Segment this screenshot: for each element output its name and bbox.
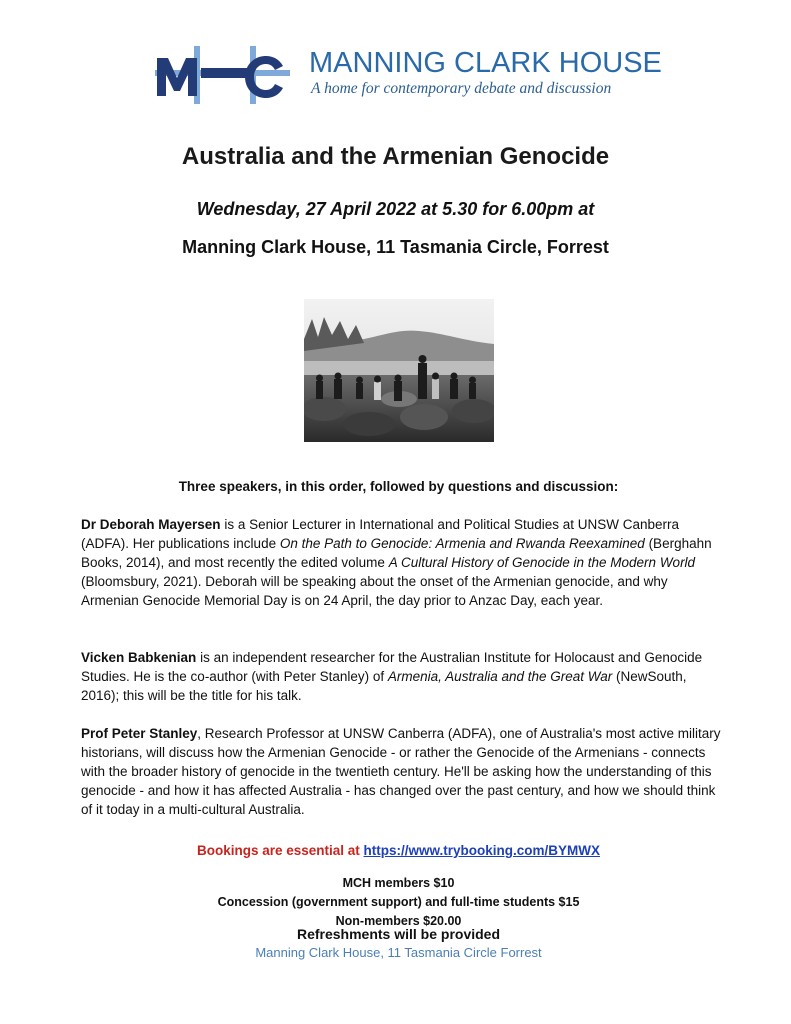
bookings-line bbox=[0, 843, 791, 858]
bio-text: (NewSouth, 2016); this will be the title for his talk. bbox=[81, 669, 687, 703]
speaker-name: Dr Deborah Mayersen bbox=[81, 517, 221, 532]
bio-text: is an independent researcher for the Australian Institute for Holocaust and Genocide Studies. He is the co-author (with Peter Stanley) of bbox=[81, 650, 703, 684]
organization-tagline: A home for contemporary debate and discussion bbox=[311, 80, 612, 97]
bio-text: , Research Professor at UNSW Canberra (ADFA), one of Australia's most active military historians, will discuss how the Armenian Genocide - or rather the Genocide of the Armenians - connects with the broader history of genocide in the twentieth century. He'll be asking how the understanding of this genocide - and how it has affected Australia - has changed over the past century, and how we should think of it today in a multi-cultural Australia. bbox=[81, 726, 721, 817]
bio-text: is a Senior Lecturer in International and Political Studies at UNSW Canberra (ADFA). Her publications include bbox=[81, 517, 680, 551]
event-title: Australia and the Armenian Genocide bbox=[181, 143, 610, 170]
price-concession: Concession (government support) and full-time students $15 bbox=[217, 895, 580, 909]
event-venue: Manning Clark House, 11 Tasmania Circle, Forrest bbox=[182, 237, 609, 257]
speaker-name: Vicken Babkenian bbox=[81, 650, 197, 665]
speaker-bio-mayersen bbox=[81, 515, 721, 610]
refreshments-note: Refreshments will be provided bbox=[296, 926, 501, 942]
bio-text: (Berghahn Books, 2014), and most recently the edited volume bbox=[81, 536, 712, 570]
bookings-label: Bookings are essential at bbox=[196, 843, 364, 858]
speakers-intro: Three speakers, in this order, followed by questions and discussion: bbox=[178, 479, 619, 494]
speaker-bio-stanley bbox=[81, 724, 721, 819]
historical-group-photo bbox=[304, 299, 494, 442]
book-title: On the Path to Genocide: Armenia and Rwanda Reexamined bbox=[279, 536, 645, 551]
footer-address: Manning Clark House, 11 Tasmania Circle Forrest bbox=[255, 945, 542, 960]
bio-text: (Bloomsbury, 2021). Deborah will be speaking about the onset of the Armenian genocide, and why Armenian Genocide Memorial Day is on 24 April, the day prior to Anzac Day, each year. bbox=[81, 574, 668, 608]
booking-link[interactable]: https://www.trybooking.com/BYMWX bbox=[363, 843, 601, 858]
price-list bbox=[0, 874, 791, 931]
price-members: MCH members $10 bbox=[342, 876, 455, 890]
event-datetime: Wednesday, 27 April 2022 at 5.30 for 6.00pm at bbox=[196, 199, 595, 219]
organization-logo bbox=[155, 44, 662, 106]
speaker-name: Prof Peter Stanley bbox=[81, 726, 198, 741]
book-title: Armenia, Australia and the Great War bbox=[387, 669, 613, 684]
book-title: A Cultural History of Genocide in the Modern World bbox=[388, 555, 696, 570]
speaker-bio-babkenian bbox=[81, 648, 721, 705]
mhc-logo-mark bbox=[155, 44, 290, 106]
price-non-members: Non-members $20.00 bbox=[335, 914, 462, 928]
organization-name: MANNING CLARK HOUSE bbox=[309, 47, 662, 79]
